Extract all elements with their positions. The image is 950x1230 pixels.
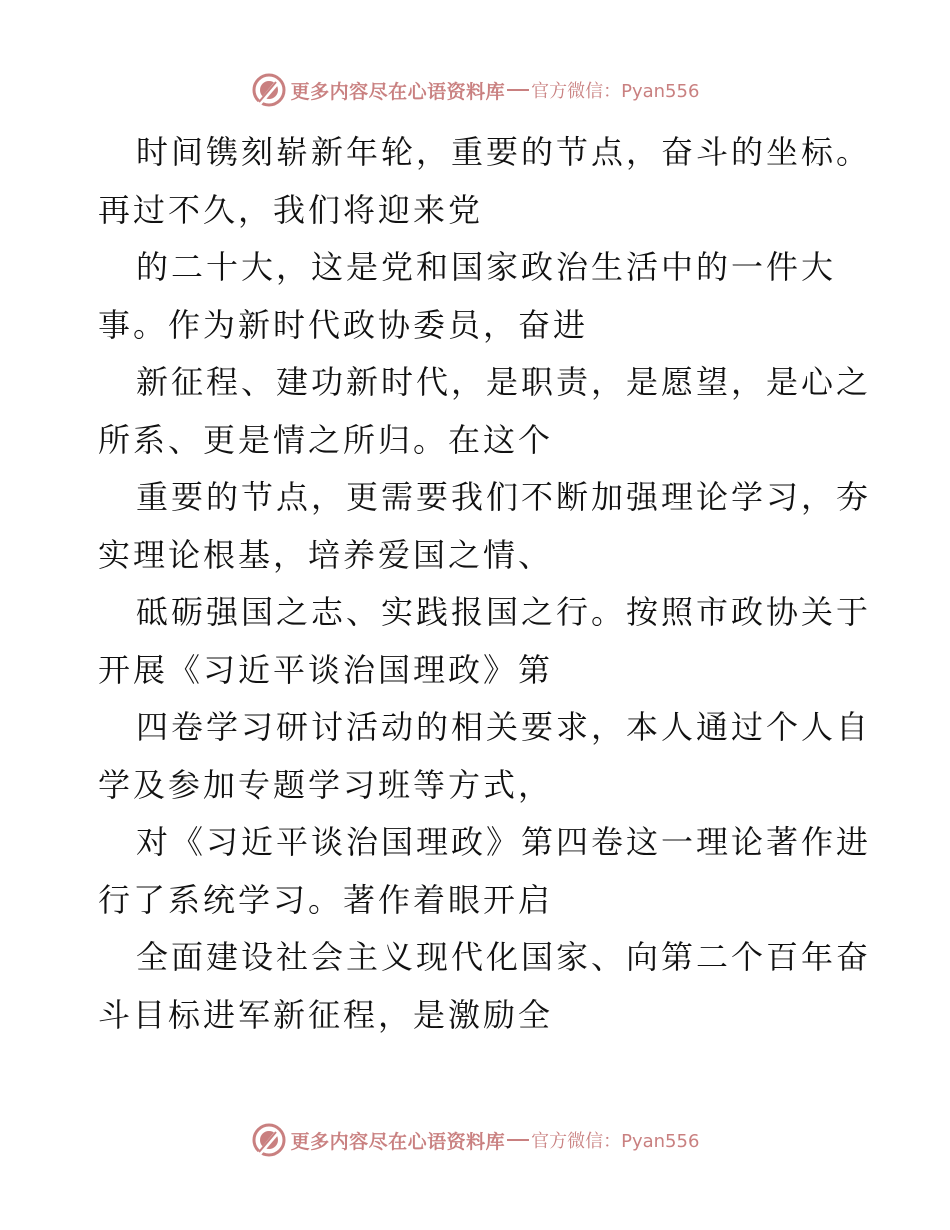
- watermark-wechat: 官方微信：Pyan556: [531, 1131, 700, 1152]
- watermark-dash: [507, 89, 529, 91]
- text-line: 实理论根基，培养爱国之情、: [98, 535, 554, 574]
- text-line: 所系、更是情之所归。在这个: [98, 420, 554, 459]
- text-line: 行了系统学习。著作着眼开启: [98, 880, 554, 919]
- text-line: 砥砺强国之志、实践报国之行。按照市政协关于: [136, 593, 872, 631]
- watermark-title: 更多内容尽在心语资料库: [290, 1130, 506, 1153]
- text-line: 再过不久，我们将迎来党: [98, 190, 484, 229]
- text-line: 学及参加专题学习班等方式，: [98, 765, 554, 804]
- text-line: 事。作为新时代政协委员，奋进: [98, 305, 589, 344]
- text-line: 新征程、建功新时代，是职责，是愿望，是心之: [136, 363, 872, 401]
- text-line: 时间镌刻崭新年轮，重要的节点，奋斗的坐标。: [136, 133, 872, 171]
- watermark-title: 更多内容尽在心语资料库: [290, 80, 506, 103]
- watermark-wechat: 官方微信：Pyan556: [531, 81, 700, 102]
- watermark-dash: [507, 1139, 529, 1141]
- document-body: [98, 124, 872, 1044]
- text-line: 开展《习近平谈治国理政》第: [98, 650, 554, 689]
- text-line: 对《习近平谈治国理政》第四卷这一理论著作进: [136, 823, 872, 861]
- text-line: 斗目标进军新征程，是激励全: [98, 995, 554, 1034]
- text-line: 的二十大，这是党和国家政治生活中的一件大: [136, 248, 837, 286]
- quill-seal-icon: [251, 72, 287, 108]
- text-line: 四卷学习研讨活动的相关要求，本人通过个人自: [136, 708, 872, 746]
- text-line: 重要的节点，更需要我们不断加强理论学习，夯: [136, 478, 872, 516]
- quill-seal-icon: [251, 1122, 287, 1158]
- text-line: 全面建设社会主义现代化国家、向第二个百年奋: [136, 938, 872, 976]
- header-watermark: [0, 70, 950, 110]
- footer-watermark: [0, 1120, 950, 1160]
